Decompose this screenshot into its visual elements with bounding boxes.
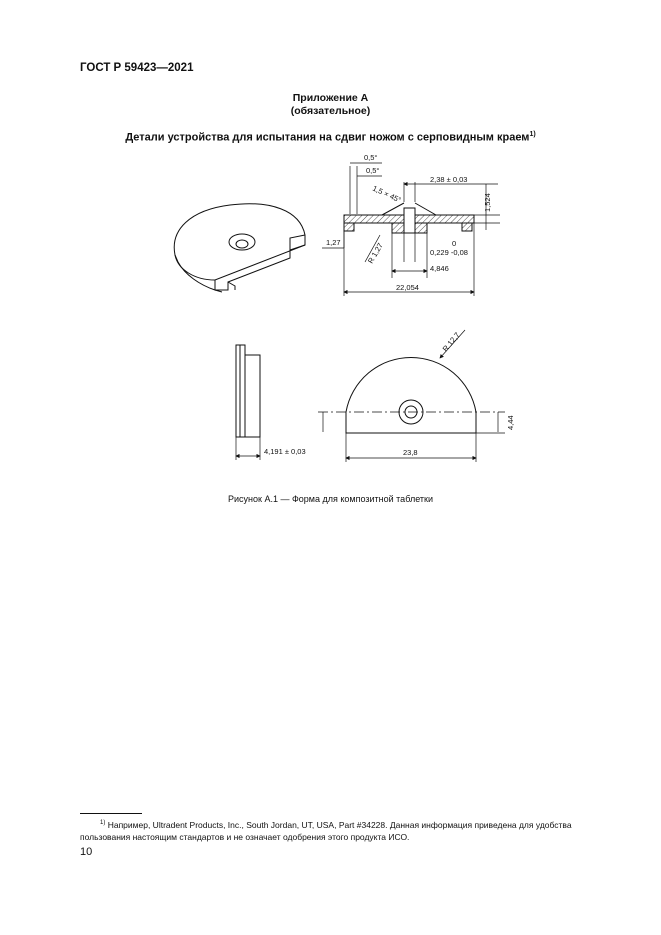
dim-chamfer-size: 1,5 × 45° — [371, 183, 403, 205]
standard-code: ГОСТ Р 59423—2021 — [80, 62, 194, 74]
dim-radius-small: R 1,27 — [365, 241, 385, 265]
side-dimensions — [236, 437, 260, 460]
dim-arc-radius: R 12,7 — [440, 330, 462, 354]
side-view — [236, 345, 260, 437]
section-heading-text: Детали устройства для испытания на сдвиг ножом с серповидным краем — [125, 131, 530, 144]
page-number: 10 — [80, 846, 93, 858]
dim-chamfer-outer: 0,5° — [364, 153, 378, 162]
annex-status: (обязательное) — [290, 105, 371, 117]
footnote-mark: 1) — [100, 820, 106, 826]
dim-chord-width: 23,8 — [403, 448, 418, 457]
dim-hub-diameter: 4,846 — [430, 264, 449, 273]
dim-step-depth: 1,27 — [326, 238, 341, 247]
front-view — [346, 357, 476, 433]
dim-recess-tol-upper: 0 — [452, 239, 457, 248]
annex-title: Приложение А — [292, 92, 369, 104]
footnote-rule — [80, 813, 142, 814]
dim-chamfer-inner: 0,5° — [366, 166, 380, 175]
dim-overall-diameter: 22,054 — [396, 283, 419, 292]
isometric-view — [174, 204, 305, 292]
footnote — [80, 817, 620, 843]
footnote-ref: 1) — [529, 131, 536, 138]
dim-recess-value: 0,229 -0,08 — [430, 248, 468, 257]
footnote-text: Например, Ultradent Products, Inc., South Jordan, UT, USA, Part #34228. Данная информация приведена для удобства пользования настоящим стандартов и не означает одобрения этого продукта ИСО. — [80, 819, 572, 842]
dim-flat-offset: 4,44 — [506, 415, 515, 430]
dim-thickness: 4,191 ± 0,03 — [264, 447, 306, 456]
figure-caption: Рисунок А.1 — Форма для композитной таблетки — [228, 494, 433, 504]
dim-wall-height: 1,524 — [483, 193, 492, 212]
section-view — [344, 203, 474, 233]
dim-bore-diameter: 2,38 ± 0,03 — [430, 175, 468, 184]
